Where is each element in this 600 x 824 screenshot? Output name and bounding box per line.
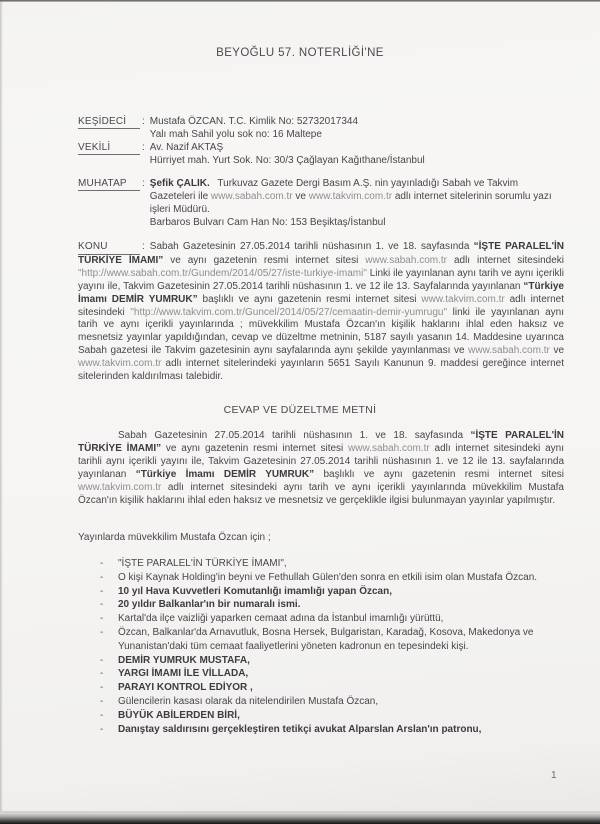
- list-item: [78, 626, 562, 654]
- bullet-dash: -: [100, 695, 104, 707]
- list-item-text: Gülencilerin kasası olarak da nitelendirilen Mustafa Özcan,: [118, 695, 379, 707]
- kesideci-address: Yalı mah Sahil yolu sok no: 16 Maltepe: [149, 129, 322, 140]
- list-item-text: Kartal'da ilçe vaizliği yaparken cemaat adına da İstanbul imamlığı yürüttü,: [118, 613, 444, 625]
- allegations-list: [78, 557, 562, 736]
- muhatap-row: [78, 177, 564, 229]
- list-item: [78, 612, 562, 626]
- bullet-dash: -: [100, 668, 104, 680]
- konu-text: Sabah Gazetesinin 27.05.2014 tarihli nüshasının 1. ve 18. sayfasında “İŞTE PARALEL'İN TÜRKİYE İMAMI” ve aynı gazetenin resmi internet sitesi www.sabah.com.tr adlı internet sitesindeki "http://www.sabah.com.tr/Gundem/2014/05/27/iste-turkiye-imami" Linki ile yayınlanan aynı tarih ve aynı içerikli yayını ile, Takvim Gazetesinin 27.05.2014 tarihli nüshasının 1. ve 12 ile 13. Sayfalarında yayınlanan “Türkiye İmamı DEMİR YUMRUK” başlıklı ve aynı gazetenin resmi internet sitesi www.takvim.com.tr adlı internet sitesindeki "http://www.takvim.com.tr/Guncel/2014/05/27/cemaatin-demir-yumrugu" linki ile yayınlanan aynı tarih ve aynı içerikli yayınlarında ; müvekkilim Mustafa Özcan'ın kişilik haklarını ihlal eden haksız ve mesnetsiz yayınlar yapıldığından, cevap ve düzeltme metninin, 5187 sayılı yasanın 14. Maddesine uyarınca Sabah gazetesi ile Takvim gazetesinin aynı sayfalarında aynı şekilde yayınlanması ve www.sabah.com.tr ve www.takvim.com.tr adlı internet sitelerindeki yayınların 5651 Sayılı Kanunun 9. maddesi gereğince internet sitelerinden kaldırılması talebidir.: [78, 241, 565, 383]
- konu-colon: :: [142, 241, 145, 252]
- cevap-paragraph: Sabah Gazetesinin 27.05.2014 tarihli nüshasının 1. ve 18. sayfasında “İŞTE PARALEL'İN TÜRKİYE İMAMI” ve aynı gazetenin resmi internet sitesi www.sabah.com.tr adlı internet sitesindeki aynı tarihli aynı içerikli yayını ile, Takvim Gazetesinin 27.05.2014 tarihli nüshasının 1. ve 12 ile 13. sayfalarında yayınlanan “Türkiye İmamı DEMİR YUMRUK” başlıklı ve aynı gazetenin resmi internet sitesi www.takvim.com.tr adlı internet sitesindeki aynı tarih ve aynı içerikli yayınlarında müvekkilim Mustafa Özcan'ın kişilik haklarını ihlal eden haksız ve mesnetsiz ve gerçeklikle ilgisi bulunmayan yayınlar yapılmıştır.: [78, 430, 564, 506]
- list-item: [78, 571, 562, 585]
- bullet-dash: -: [100, 558, 104, 569]
- list-item-text: Danıştay saldırısını gerçekleştiren tetikçi avukat Alparslan Arslan'ın patronu,: [118, 723, 482, 735]
- konu-label: KONU: [78, 241, 140, 255]
- bullet-dash: -: [100, 654, 104, 666]
- list-item-text: BÜYÜK ABİLERDEN BİRİ,: [118, 709, 240, 721]
- list-item-text: DEMİR YUMRUK MUSTAFA,: [118, 654, 250, 666]
- list-item: [78, 585, 562, 599]
- parties-section: [78, 115, 564, 229]
- bullet-dash: -: [100, 682, 104, 694]
- muhatap-colon: :: [142, 178, 145, 189]
- list-item-text: Özcan, Balkanlar'da Arnavutluk, Bosna Hersek, Bulgaristan, Karadağ, Kosova, Makedonya ve Yunanistan'daki tüm cemaat faaliyetlerini yöneten kadronun en tepesindeki kişi.: [118, 626, 534, 652]
- muhatap-value: [150, 177, 564, 229]
- bullet-dash: -: [100, 599, 104, 611]
- list-item: [78, 654, 562, 668]
- bullet-dash: -: [100, 626, 104, 638]
- list-item-text: 20 yıldır Balkanlar'ın bir numaralı ismi.: [118, 599, 301, 611]
- vekili-colon: :: [142, 142, 145, 153]
- list-intro: Yayınlarda müvekkilim Mustafa Özcan için ;: [78, 532, 271, 543]
- vekili-row: [78, 141, 564, 167]
- list-item: [78, 709, 562, 723]
- list-item: [78, 695, 562, 709]
- vekili-name: Av. Nazif AKTAŞ: [149, 142, 224, 153]
- kesideci-identity: Mustafa ÖZCAN. T.C. Kimlik No: 52732017344: [149, 116, 359, 127]
- list-item-text: O kişi Kaynak Holding'in beyni ve Fethullah Gülen'den sonra en etkili isim olan Mustafa Özcan.: [118, 571, 538, 583]
- scan-edge-top: [0, 0, 600, 2]
- muhatap-address: Barbaros Bulvarı Cam Han No: 153 Beşiktaş/İstanbul: [149, 217, 386, 228]
- page-number: 1: [551, 770, 557, 781]
- list-item: [78, 667, 562, 681]
- bullet-dash: -: [100, 723, 104, 735]
- scan-edge-bottom: [0, 813, 600, 824]
- document-title: BEYOĞLU 57. NOTERLİĞİ'NE: [216, 47, 384, 59]
- konu-paragraph: [78, 241, 564, 384]
- muhatap-description: Şefik ÇALIK. Turkuvaz Gazete Dergi Basım A.Ş. nin yayınladığı Sabah ve Takvim Gazeteleri ile www.sabah.com.tr ve www.takvim.com.tr adlı internet sitelerinin sorumlu yazı işleri Müdürü.: [149, 178, 552, 215]
- bullet-dash: -: [100, 585, 104, 597]
- cevap-heading: CEVAP VE DÜZELTME METNİ: [223, 404, 377, 416]
- list-item: [78, 681, 562, 695]
- list-item: [78, 723, 562, 737]
- bullet-dash: -: [100, 613, 104, 625]
- list-item: [78, 557, 562, 571]
- kesideci-colon: :: [142, 116, 145, 127]
- list-item-text: 10 yıl Hava Kuvvetleri Komutanlığı imamlığı yapan Özcan,: [118, 585, 392, 597]
- vekili-value: [150, 141, 564, 167]
- bullet-dash: -: [100, 571, 104, 583]
- vekili-address: Hürriyet mah. Yurt Sok. No: 30/3 Çağlayan Kağıthane/İstanbul: [149, 155, 425, 166]
- list-item-text: YARGI İMAMI İLE VİLLADA,: [118, 668, 249, 680]
- muhatap-label: MUHATAP: [78, 177, 140, 191]
- bullet-dash: -: [100, 709, 104, 721]
- vekili-label: VEKİLİ: [78, 141, 140, 155]
- list-item: [78, 598, 562, 612]
- list-item-text: PARAYI KONTROL EDİYOR ,: [118, 682, 253, 694]
- kesideci-value: [150, 115, 564, 141]
- list-item-text: "İŞTE PARALEL'İN TÜRKİYE İMAMI",: [118, 558, 287, 569]
- kesideci-label: KEŞİDECİ: [78, 115, 140, 129]
- kesideci-row: [78, 115, 564, 141]
